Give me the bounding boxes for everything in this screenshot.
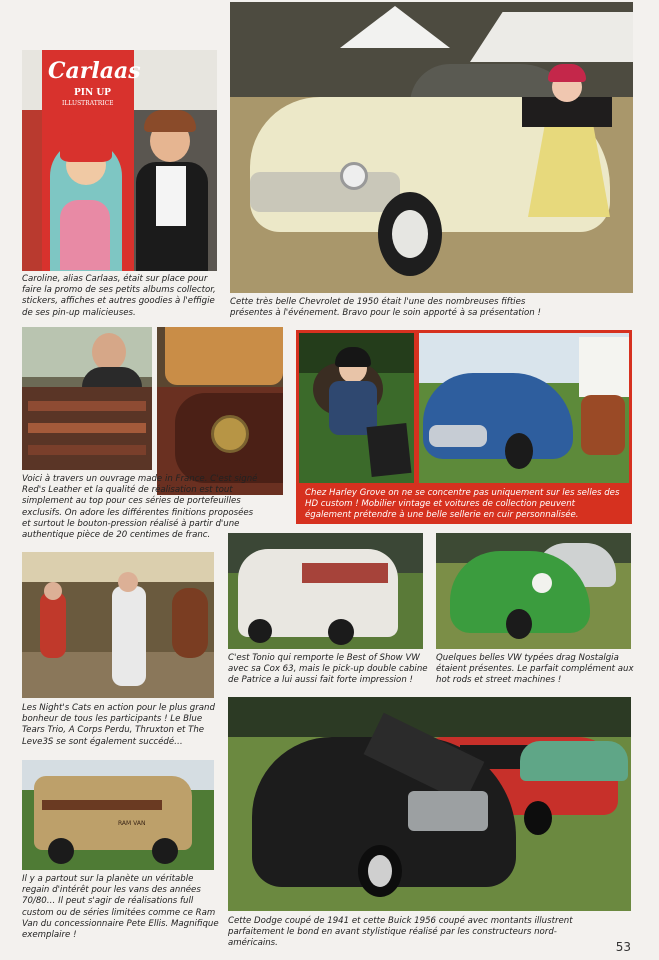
photo-dodge-buick [228, 697, 631, 911]
photo-green-vw [436, 533, 631, 649]
photo-vw-pickup [228, 533, 423, 649]
banner-subtitle-2: ILLUSTRATRICE [62, 100, 114, 107]
coin-button [211, 415, 249, 453]
caption-band: Les Night's Cats en action pour le plus grand bonheur de tous les participants ! Le Blue Tears Trio, A Corps Perdu, Thruxton et The Leve3S se sont également succédé… [22, 703, 215, 747]
caption-carlaas: Caroline, alias Carlaas, était sur place pour faire la promo de ses petits albums collector, stickers, affiches et autres goodies à l'effigie de ses pin-up malicieuses. [22, 274, 216, 318]
caption-leather: Voici à travers un ouvrage made in France. C'est signé Red's Leather et la qualité de réalisation est tout simplement au top pour ces séries de portefeuilles exclusifs. On adore les différentes finitions proposées et surtout le bouton-pression réalisé à partir d'une authentique pièce de 20 centimes de franc. [22, 474, 258, 541]
banner-subtitle: PIN UP [74, 88, 111, 98]
caption-vw-drag: Quelques belles VW typées drag Nostalgia étaient présentes. Le parfait complément aux hot rods et street machines ! [436, 653, 634, 686]
caption-chevrolet: Cette très belle Chevrolet de 1950 était l'une des nombreuses fifties présentes à l'événement. Bravo pour le soin apporté à sa présentation ! [230, 297, 541, 319]
photo-band [22, 552, 214, 698]
photo-wallet-detail [157, 327, 283, 495]
photo-leather-artisan [22, 327, 152, 470]
photo-harley-seat [299, 333, 414, 483]
caption-harley: Chez Harley Grove on ne se concentre pas uniquement sur les selles des HD custom ! Mobilier vintage et voitures de collection peuvent également prétendre à une belle sellerie en cuir personnalisée. [299, 485, 629, 522]
photo-chevrolet [230, 2, 633, 293]
caption-dodge: Cette Dodge coupé de 1941 et cette Buick 1956 coupé avec montants illustrent parfaitement le bond en avant stylistique réalisé par les constructeurs nord-américains. [228, 916, 573, 949]
photo-carlaas-stand [22, 50, 217, 271]
banner-title: Carlaas [48, 58, 141, 84]
caption-van: Il y a partout sur la planète un véritable regain d'intérêt pour les vans des années 70/80… Il peut s'agir de réalisations full custom ou de séries limitées comme ce Ram Van du concessionnaire Pete Ellis. Magnifique exemplaire ! [22, 874, 219, 941]
photo-ram-van [22, 760, 214, 870]
page-number: 53 [615, 940, 631, 954]
photo-blue-car [419, 333, 629, 483]
van-logo: RAM VAN [118, 820, 146, 827]
caption-tonio: C'est Tonio qui remporte le Best of Show VW avec sa Cox 63, mais le pick-up double cabine de Patrice a lui aussi fait forte impression ! [228, 653, 428, 686]
